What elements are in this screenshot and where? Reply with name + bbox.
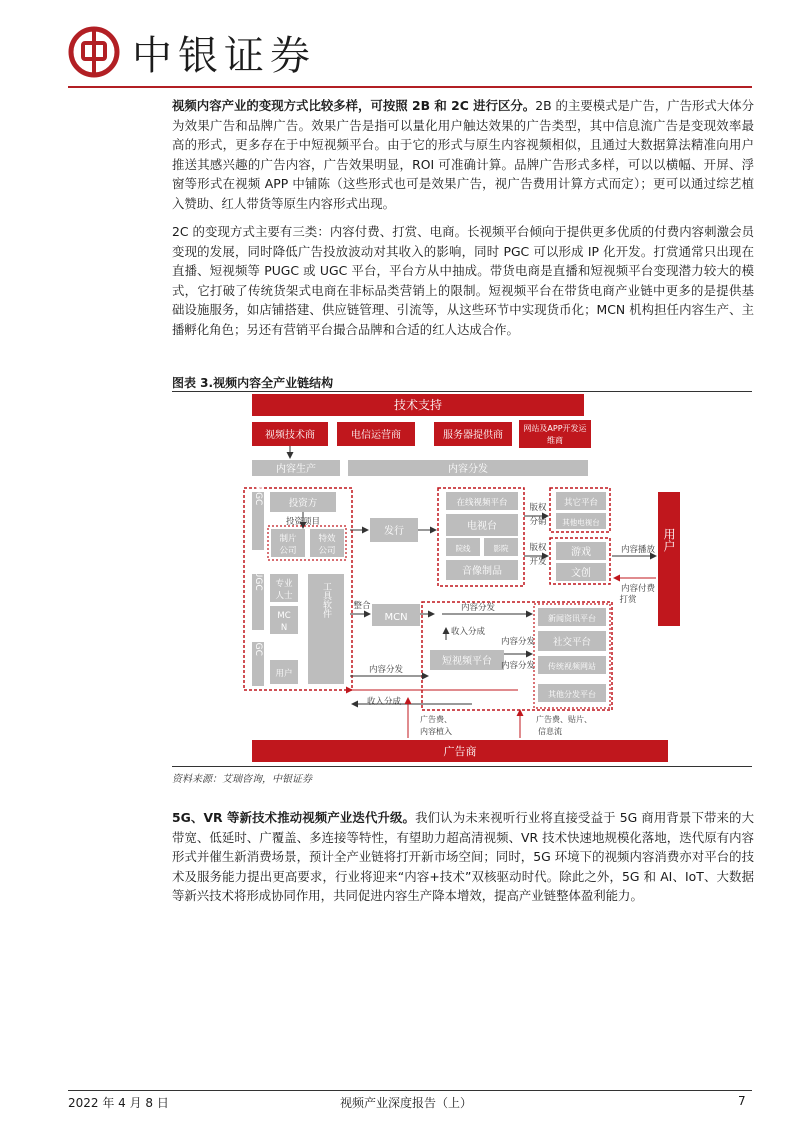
- derivative-label: 文创: [571, 568, 591, 579]
- revenue-share-label-b: 收入分成: [366, 697, 402, 707]
- mcn-label: MCN: [384, 612, 408, 623]
- production-label: 内容生产: [276, 464, 316, 475]
- paragraph-lead: 视频内容产业的变现方式比较多样，可按照 2B 和 2C 进行区分。: [172, 98, 536, 113]
- header-rule: [68, 86, 752, 88]
- release-label: 发行: [384, 526, 404, 537]
- paragraph-5g: [172, 808, 754, 906]
- copyright-dist-label-1: 版权: [529, 503, 547, 513]
- game-label: 游戏: [571, 547, 591, 558]
- paragraph-body: 2B 的主要模式是广告，广告形式大体分为效果广告和品牌广告。效果广告是指可以量化用户触达效果的广告类型，其中信息流广告是变现效率最高的形式，更多存在于中短视频平台。由于它的形式与原生内容视频相似，且通过大数据算法精准向用户推送其感兴趣的广告内容，广告效果明显，ROI 可准确计算。品牌广告形式多样，可以以横幅、开屏、浮窗等形式在视频 APP 中铺陈（这些形式也可是效果广告，视广告费用计算方式而定）；更可以通过综艺植入赞助、红人带货等原生内容形式出现。: [172, 98, 754, 211]
- user-bar: [658, 492, 680, 626]
- mcn-small-label-1: MC: [277, 611, 291, 621]
- brand-name: 中银证券: [132, 33, 316, 79]
- content-dist-label-a: 内容分发: [460, 603, 496, 613]
- footer-rule: [68, 1090, 752, 1091]
- footer-date: 2022 年 4 月 8 日: [68, 1096, 169, 1110]
- paragraph-lead-5g: 5G、VR 等新技术推动视频产业迭代升级。: [172, 810, 416, 825]
- paragraph-monetization: [172, 96, 754, 214]
- content-fee-label: 内容付费: [620, 584, 656, 594]
- figure-source: 资料来源：艾瑞咨询，中银证券: [172, 774, 312, 785]
- audio-video-label: 音像制品: [462, 566, 502, 577]
- traditional-video-label: 传统视频网站: [548, 662, 596, 671]
- copyright-dev-label-1: 版权: [529, 543, 547, 553]
- ad-fee-label-1: 广告费、: [420, 715, 452, 724]
- figure-rule-bottom: [172, 766, 752, 767]
- figure-title: 图表 3.视频内容全产业链结构: [172, 376, 334, 390]
- pgc-label: PGC: [253, 486, 263, 506]
- ad-fee-label-4: 信息流: [538, 727, 562, 736]
- box-web-app-label: 网站及APP开发运: [523, 424, 587, 433]
- paragraph-body-5g: 我们认为未来视听行业将直接受益于 5G 商用背景下带来的大带宽、低延时、广覆盖、多连接等特性，有望助力超高清视频、VR 技术快速地规模化落地，迭代原有内容形式并催生新消费场景，预计全产业链将打开新市场空间；同时，5G 环境下的视频内容消费亦对平台的技术及服务能力提出更高要求，行业将迎来“内容+技术”双核驱动时代。除此之外，5G 和 AI、IoT、大数据等新兴技术将形成协同作用，共同促进内容生产降本增效，提高产业链整体盈利能力。: [172, 810, 754, 904]
- pro-people-label-2: 人士: [275, 591, 293, 601]
- other-platform-label: 其它平台: [563, 498, 599, 508]
- tipping-label: 打赏: [619, 595, 637, 605]
- user-bar-label: 用户: [662, 528, 676, 552]
- box-server-label: 服务器提供商: [443, 430, 503, 441]
- user-small-label: 用户: [275, 669, 293, 679]
- film-company-label-2: 公司: [279, 546, 297, 556]
- news-platform-label: 新闻资讯平台: [548, 614, 596, 623]
- short-video-label: 短视频平台: [442, 656, 492, 667]
- content-dist-label-b: 内容分发: [500, 637, 536, 647]
- other-tv-label: 其他电视台: [562, 518, 600, 527]
- social-platform-label: 社交平台: [552, 637, 592, 648]
- pro-people-label-1: 专业: [275, 579, 293, 589]
- distribution-label: 内容分发: [448, 464, 488, 475]
- ugc-label: UGC: [253, 636, 263, 656]
- effects-company-label-1: 特效: [318, 534, 336, 544]
- invest-project-label: 投资项目: [285, 517, 321, 527]
- online-video-label: 在线视频平台: [456, 498, 508, 508]
- advertiser-label: 广告商: [443, 745, 477, 758]
- video-store-label: 影院: [493, 544, 509, 553]
- box-video-tech-label: 视频技术商: [265, 430, 315, 441]
- paragraph-2c: 2C 的变现方式主要有三类：内容付费、打赏、电商。长视频平台倾向于提供更多优质的付费内容刺激会员变现的发展，同时降低广告投放波动对其收入的影响，同时 PGC 可以形成 IP 化开发。打赏通常只出现在直播、短视频等 PUGC 或 UGC 平台，平台方从中抽成。带货电商是直播和短视频平台变现潜力较大的模式，它打破了传统货架式电商在非标品类营销上的限制。短视频平台在带货电商产业链中更多的是提供基础设施服务，如店铺搭建、供应链管理、引流等，从这些环节中实现货币化；MCN 机构担任内容生产、主播孵化角色；另还有营销平台撮合品牌和合适的红人达成合作。: [172, 224, 754, 337]
- pugc-label: PUGC: [253, 565, 263, 591]
- box-web-app-label-2: 维商: [547, 436, 563, 445]
- revenue-share-label-a: 收入分成: [450, 627, 486, 637]
- industry-chain-diagram: [172, 392, 752, 766]
- footer-title: 视频产业深度报告（上）: [340, 1096, 473, 1110]
- integrate-label: 整合: [353, 601, 371, 611]
- copyright-dist-label-2: 分销: [529, 517, 547, 527]
- other-dist-label: 其他分发平台: [548, 690, 596, 699]
- copyright-dev-label-2: 开发: [529, 557, 547, 567]
- effects-company-label-2: 公司: [318, 546, 336, 556]
- content-play-label: 内容播放: [620, 545, 656, 555]
- content-dist-label-c: 内容分发: [500, 661, 536, 671]
- box-telecom-label: 电信运营商: [351, 430, 401, 441]
- tool-software-label: 工具软件: [321, 582, 331, 618]
- mcn-small-label-2: N: [280, 623, 288, 633]
- ad-fee-label-2: 内容植入: [420, 727, 452, 736]
- content-dist-label-bottom: 内容分发: [368, 665, 404, 675]
- ad-fee-label-3: 广告费、贴片、: [536, 715, 592, 724]
- tv-label: 电视台: [467, 521, 497, 532]
- investor-label: 投资方: [288, 498, 318, 509]
- bank-of-china-logo: [68, 26, 120, 78]
- tech-support-label: 技术支持: [393, 398, 443, 412]
- cinema-label: 院线: [455, 544, 471, 553]
- film-company-label-1: 制片: [279, 534, 297, 544]
- page-number: 7: [738, 1094, 746, 1108]
